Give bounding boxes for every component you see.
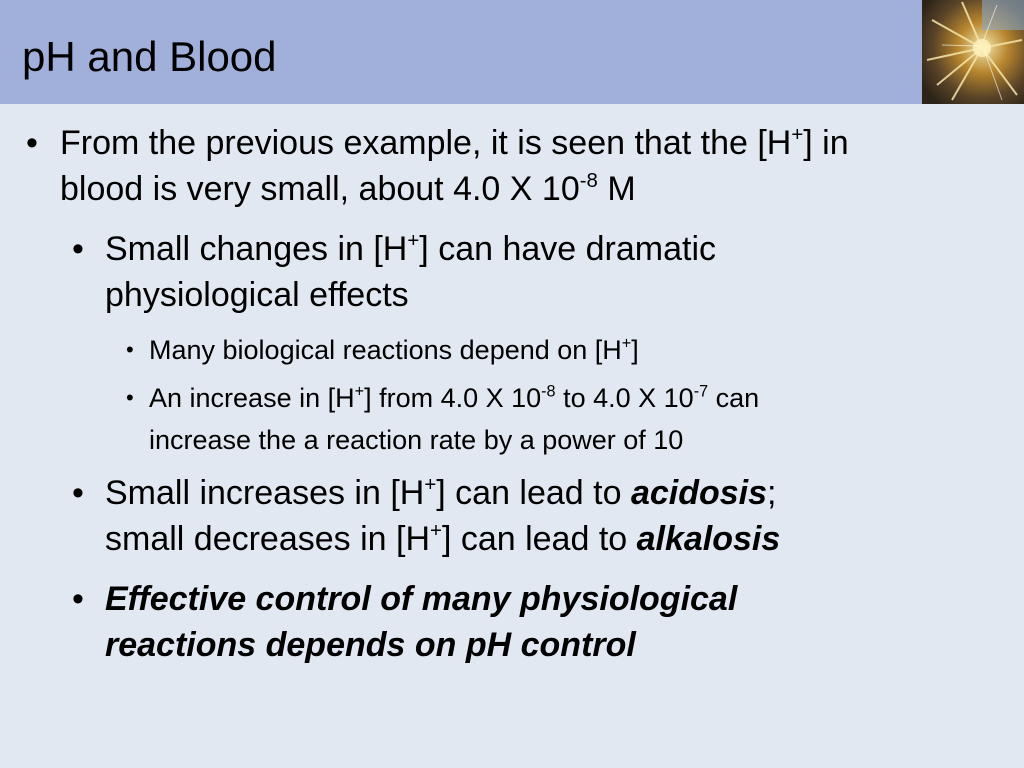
corner-photo <box>922 0 1024 104</box>
emphasis-acidosis: acidosis <box>630 474 768 512</box>
sea-urchin-photo-icon <box>922 0 1024 104</box>
text-line: From the previous example, it is seen that the [H+] in <box>60 123 849 162</box>
bullet-marker: • <box>126 337 134 362</box>
bullet-marker: • <box>126 385 134 410</box>
bullet-text: Many biological reactions depend on [H+] <box>149 334 639 365</box>
bullet-text <box>60 120 1010 212</box>
bullet-marker: • <box>72 474 84 512</box>
bullet-text: Small increases in [H+] can lead to acidosis; small decreases in [H+] can lead to alkalosis <box>105 473 781 558</box>
text-line: blood is very small, about 4.0 X $10^{-8}$ M <box>60 169 636 208</box>
bullet-text: An increase in [H+] from 4.0 X $10^{-8}$ to 4.0 X $10^{-7}$ can increase the a reaction rate by a power of 10 <box>149 382 760 455</box>
bullet-marker: • <box>72 580 84 618</box>
bullet-text: Effective control of many physiological reactions depends on pH control <box>105 580 738 664</box>
bullet-text: Small changes in [H+] can have dramatic physiological effects <box>105 229 716 314</box>
title-bar <box>0 0 922 104</box>
emphasis-alkalosis: alkalosis <box>636 520 781 558</box>
bullet-marker: • <box>26 124 38 162</box>
bullet-marker: • <box>72 230 84 268</box>
slide-title: pH and Blood <box>22 33 277 80</box>
